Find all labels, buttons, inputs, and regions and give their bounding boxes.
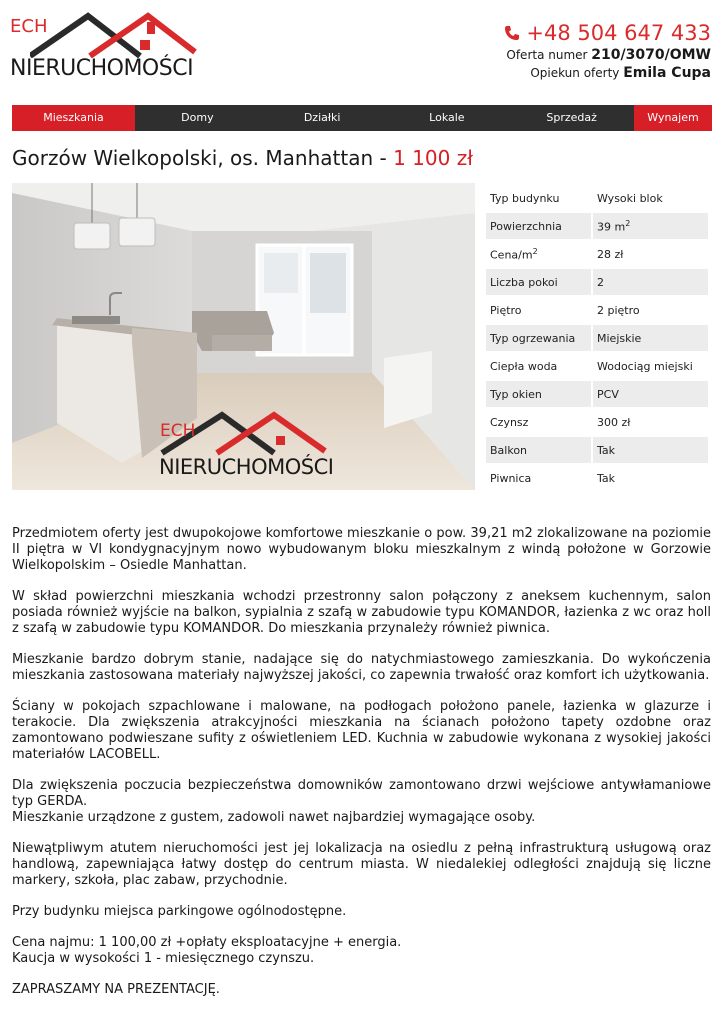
detail-value	[591, 213, 708, 239]
detail-row-typ-okien	[486, 381, 708, 407]
detail-value: Miejskie	[591, 325, 708, 351]
company-logo[interactable]	[10, 8, 194, 84]
logo-ech-text: ECH	[10, 16, 48, 37]
detail-label: Typ ogrzewania	[486, 325, 591, 351]
nav-item-sprzedaz[interactable]: Sprzedaż	[546, 111, 597, 124]
description-paragraph: Przy budynku miejsca parkingowe ogólnodostępne.	[12, 904, 347, 919]
nav-item-wynajem[interactable]: Wynajem	[634, 105, 712, 131]
detail-row-typ-ogrzewania	[486, 325, 708, 351]
detail-value: 2	[591, 269, 708, 295]
detail-value-sup: 2	[625, 218, 631, 228]
main-nav	[12, 105, 712, 131]
nav-item-mieszkania[interactable]: Mieszkania	[12, 105, 135, 131]
detail-label: Ciepła woda	[486, 353, 591, 379]
detail-label: Typ budynku	[486, 185, 591, 211]
listing-price: 1 100 zł	[393, 146, 473, 170]
phone-number[interactable]: +48 504 647 433	[526, 21, 711, 45]
description-paragraph: Niewątpliwym atutem nieruchomości jest jej lokalizacja na osiedlu z pełną infrastrukturą usługową oraz handlową, zapewniająca łatwy dostęp do centrum miasta. W niedalekiej odległości znajdują się liczne markery, szkoła, plac zabaw, przychodnie.	[12, 841, 711, 888]
listing-title	[12, 146, 473, 170]
detail-label: Piwnica	[486, 465, 591, 491]
photo-watermark-ech: ECH	[160, 421, 196, 441]
offer-number-label: Oferta numer	[506, 48, 588, 62]
phone-icon	[504, 25, 520, 41]
description-paragraph	[12, 935, 711, 967]
listing-location: Gorzów Wielkopolski, os. Manhattan -	[12, 146, 394, 170]
property-details	[486, 183, 708, 493]
house-roof-logo-icon	[30, 8, 200, 58]
photo-watermark-name: NIERUCHOMOŚCI	[159, 455, 334, 479]
detail-value: 28 zł	[591, 241, 708, 267]
description-paragraph: Ściany w pokojach szpachlowane i malowane, na podłogach położono panele, łazienka w glazurze i terakocie. Dla zwiększenia atrakcyjności mieszkania na ścianach położono tapety ozdobne oraz zamontowano podwieszane sufity z oświetleniem LED. Kuchnia w zabudowie wykonana z wysokiej jakości materiałów LACOBELL.	[12, 699, 711, 762]
detail-row-cena-m2	[486, 241, 708, 267]
description-line: Cena najmu: 1 100,00 zł +opłaty eksploatacyjne + energia.	[12, 935, 402, 950]
detail-value: Wodociąg miejski	[591, 353, 708, 379]
detail-label-text: Cena/m	[490, 248, 533, 262]
detail-label: Powierzchnia	[486, 213, 591, 239]
contact-block	[504, 20, 711, 82]
description-paragraph: ZAPRASZAMY NA PREZENTACJĘ.	[12, 982, 220, 997]
detail-label: Piętro	[486, 297, 591, 323]
detail-label: Liczba pokoi	[486, 269, 591, 295]
offer-number-line	[504, 46, 711, 64]
detail-row-pietro	[486, 297, 708, 323]
description-paragraph: Przedmiotem oferty jest dwupokojowe komfortowe mieszkanie o pow. 39,21 m2 zlokalizowane na poziomie II piętra w VI kondygnacyjnym nowo wybudowanym bloku mieszkalnym z windą położone w Gorzowie Wielkopolskim – Osiedle Manhattan.	[12, 526, 711, 573]
details-table	[486, 183, 708, 493]
description-line: Kaucja w wysokości 1 - miesięcznego czynszu.	[12, 951, 315, 966]
detail-value: Wysoki blok	[591, 185, 708, 211]
detail-label: Czynsz	[486, 409, 591, 435]
detail-value: Tak	[591, 437, 708, 463]
detail-row-liczba-pokoi	[486, 269, 708, 295]
description-line: Dla zwiększenia poczucia bezpieczeństwa domowników zamontowano drzwi wejściowe antywłamaniowe typ GERDA.	[12, 778, 711, 809]
detail-row-balkon	[486, 437, 708, 463]
detail-label-sup: 2	[532, 246, 538, 256]
detail-row-czynsz	[486, 409, 708, 435]
detail-row-typ-budynku	[486, 185, 708, 211]
description-paragraph: Mieszkanie bardzo dobrym stanie, nadające się do natychmiastowego zamieszkania. Do wykończenia mieszkania zastosowana materiały najwyższej jakości, co zapewnia trwałość oraz komfort ich użytkowania.	[12, 652, 711, 683]
listing-description	[12, 526, 711, 1013]
detail-value: Tak	[591, 465, 708, 491]
detail-value-text: 39 m	[597, 220, 626, 234]
detail-label: Typ okien	[486, 381, 591, 407]
page-header	[0, 0, 724, 100]
detail-value: 300 zł	[591, 409, 708, 435]
agent-line	[504, 64, 711, 82]
agent-name: Emila Cupa	[623, 65, 711, 81]
detail-row-powierzchnia	[486, 213, 708, 239]
description-line: Mieszkanie urządzone z gustem, zadowoli nawet najbardziej wymagające osoby.	[12, 810, 536, 825]
description-paragraph: W skład powierzchni mieszkania wchodzi przestronny salon połączony z aneksem kuchennym, salon posiada również wyjście na balkon, sypialnia z szafą w zabudowie typu KOMANDOR, łazienka z wc oraz holl z szafą w zabudowie typu KOMANDOR. Do mieszkania przynależy również piwnica.	[12, 589, 711, 636]
apartment-interior-image	[12, 183, 475, 490]
offer-number: 210/3070/OMW	[591, 47, 711, 63]
detail-row-ciepla-woda	[486, 353, 708, 379]
logo-name-text: NIERUCHOMOŚCI	[10, 56, 194, 81]
description-paragraph	[12, 778, 711, 826]
nav-item-lokale[interactable]: Lokale	[429, 111, 465, 124]
detail-label	[486, 241, 591, 267]
listing-photo[interactable]	[12, 183, 475, 490]
nav-item-dzialki[interactable]: Działki	[303, 111, 341, 124]
detail-label: Balkon	[486, 437, 591, 463]
nav-item-domy[interactable]: Domy	[181, 111, 214, 124]
agent-label: Opiekun oferty	[530, 66, 620, 80]
detail-value: PCV	[591, 381, 708, 407]
detail-row-piwnica	[486, 465, 708, 491]
phone-line[interactable]	[504, 20, 711, 46]
detail-value: 2 piętro	[591, 297, 708, 323]
